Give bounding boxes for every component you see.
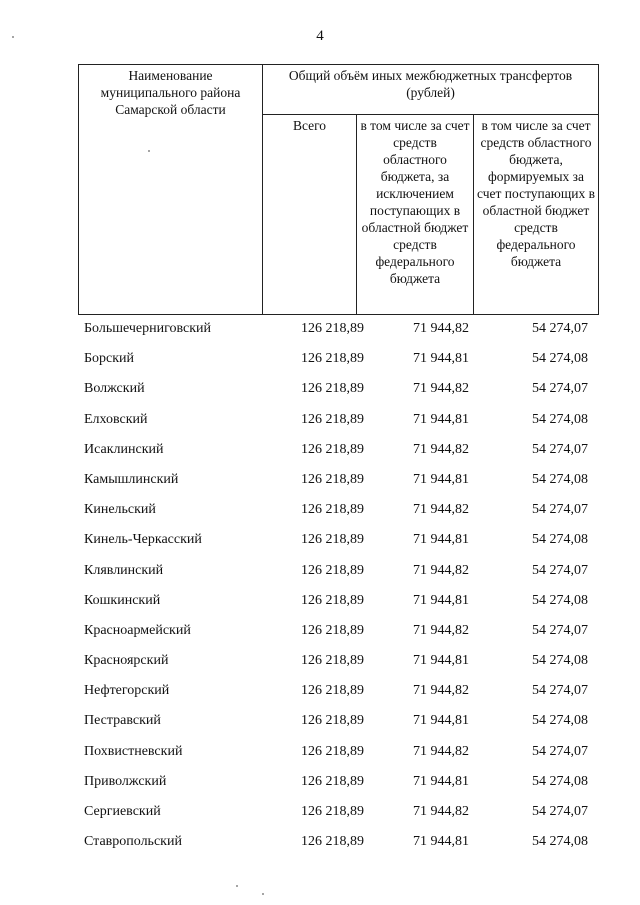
table-row [78, 619, 598, 649]
regional-amount: 71 944,82 [413, 441, 469, 457]
regional-amount: 71 944,81 [413, 653, 469, 669]
district-name: Клявлинский [84, 562, 164, 578]
district-name: Приволжский [84, 773, 167, 789]
district-name: Нефтегорский [84, 683, 170, 699]
federal-amount: 54 274,08 [532, 351, 588, 367]
total-amount: 126 218,89 [301, 834, 364, 850]
district-name: Кинельский [84, 502, 156, 518]
total-amount: 126 218,89 [301, 381, 364, 397]
header-transfers-total-group: Общий объём иных межбюджетных трансфертов (рублей) [263, 65, 599, 115]
federal-amount: 54 274,07 [532, 622, 588, 638]
total-amount: 126 218,89 [301, 683, 364, 699]
federal-amount: 54 274,07 [532, 321, 588, 336]
scan-speck [148, 150, 150, 152]
table-row [78, 498, 598, 528]
federal-amount: 54 274,08 [532, 713, 588, 729]
table-header [78, 64, 599, 315]
federal-amount: 54 274,07 [532, 683, 588, 699]
header-total: Всего [263, 115, 357, 315]
federal-amount: 54 274,08 [532, 411, 588, 427]
regional-amount: 71 944,81 [413, 592, 469, 608]
table-row [78, 589, 598, 619]
total-amount: 126 218,89 [301, 743, 364, 759]
header-federal-budget: в том числе за счет средств областного бюджета, формируемых за счет поступающих в областной бюджет средств федерального бюджета [474, 115, 599, 315]
table-row [78, 408, 598, 438]
district-name: Исаклинский [84, 441, 164, 457]
table-row [78, 347, 598, 377]
table-row [78, 317, 598, 347]
federal-amount: 54 274,07 [532, 743, 588, 759]
total-amount: 126 218,89 [301, 502, 364, 518]
regional-amount: 71 944,81 [413, 773, 469, 789]
table-row [78, 709, 598, 739]
total-amount: 126 218,89 [301, 562, 364, 578]
district-name: Кинель-Черкасский [84, 532, 202, 548]
federal-amount: 54 274,07 [532, 381, 588, 397]
scan-speck [262, 893, 264, 895]
regional-amount: 71 944,82 [413, 804, 469, 819]
regional-amount: 71 944,81 [413, 411, 469, 427]
district-name: Похвистневский [84, 743, 183, 759]
regional-amount: 71 944,82 [413, 381, 469, 397]
total-amount: 126 218,89 [301, 532, 364, 548]
table-row [78, 649, 598, 679]
regional-amount: 71 944,81 [413, 471, 469, 487]
total-amount: 126 218,89 [301, 622, 364, 638]
table-row [78, 740, 598, 770]
table-row [78, 559, 598, 589]
regional-amount: 71 944,82 [413, 743, 469, 759]
federal-amount: 54 274,08 [532, 532, 588, 548]
table-row [78, 438, 598, 468]
page-number: 4 [316, 28, 324, 44]
district-name: Красноармейский [84, 622, 191, 638]
total-amount: 126 218,89 [301, 713, 364, 729]
district-name: Камышлинский [84, 471, 179, 487]
total-amount: 126 218,89 [301, 773, 364, 789]
total-amount: 126 218,89 [301, 321, 364, 336]
table-row [78, 770, 598, 800]
scan-speck [12, 36, 14, 38]
header-district-name: Наименование муниципального района Самарской области [79, 65, 263, 315]
federal-amount: 54 274,08 [532, 773, 588, 789]
table-row [78, 377, 598, 407]
district-name: Ставропольский [84, 834, 182, 850]
total-amount: 126 218,89 [301, 411, 364, 427]
total-amount: 126 218,89 [301, 351, 364, 367]
total-amount: 126 218,89 [301, 653, 364, 669]
total-amount: 126 218,89 [301, 804, 364, 819]
scan-speck [236, 885, 238, 887]
federal-amount: 54 274,07 [532, 441, 588, 457]
federal-amount: 54 274,08 [532, 592, 588, 608]
federal-amount: 54 274,08 [532, 653, 588, 669]
regional-amount: 71 944,82 [413, 502, 469, 518]
district-name: Кошкинский [84, 592, 161, 608]
total-amount: 126 218,89 [301, 471, 364, 487]
regional-amount: 71 944,82 [413, 562, 469, 578]
table-row [78, 830, 598, 860]
federal-amount: 54 274,07 [532, 562, 588, 578]
district-name: Пестравский [84, 713, 161, 729]
regional-amount: 71 944,81 [413, 713, 469, 729]
regional-amount: 71 944,81 [413, 351, 469, 367]
district-name: Красноярский [84, 653, 169, 669]
federal-amount: 54 274,07 [532, 804, 588, 819]
regional-amount: 71 944,82 [413, 683, 469, 699]
table-row [78, 800, 598, 830]
regional-amount: 71 944,82 [413, 321, 469, 336]
regional-amount: 71 944,81 [413, 834, 469, 850]
regional-amount: 71 944,81 [413, 532, 469, 548]
total-amount: 126 218,89 [301, 441, 364, 457]
federal-amount: 54 274,07 [532, 502, 588, 518]
district-name: Большечерниговский [84, 321, 212, 336]
district-name: Борский [84, 351, 135, 367]
header-regional-budget: в том числе за счет средств областного бюджета, за исключением поступающих в областной бюджет средств федерального бюджета [357, 115, 474, 315]
district-name: Елховский [84, 411, 148, 427]
total-amount: 126 218,89 [301, 592, 364, 608]
regional-amount: 71 944,82 [413, 622, 469, 638]
table-row [78, 528, 598, 558]
table-body [78, 317, 598, 860]
table-row [78, 679, 598, 709]
federal-amount: 54 274,08 [532, 834, 588, 850]
district-name: Волжский [84, 381, 145, 397]
table-row [78, 468, 598, 498]
district-name: Сергиевский [84, 804, 161, 819]
federal-amount: 54 274,08 [532, 471, 588, 487]
